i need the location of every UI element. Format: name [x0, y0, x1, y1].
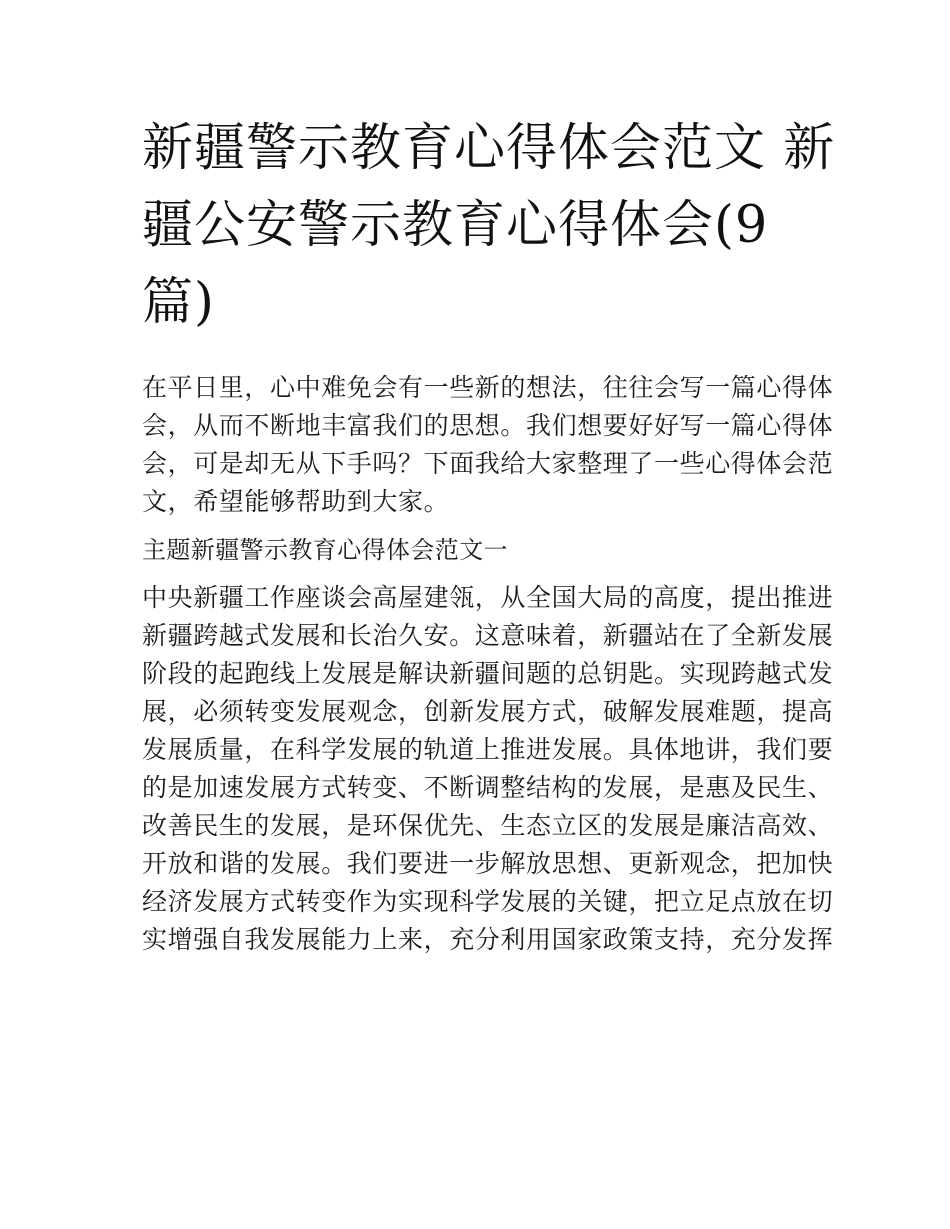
section-paragraph — [142, 579, 834, 959]
paragraph-line: 展，必须转变发展观念，创新发展方式，破解发展难题，提高 — [142, 697, 834, 726]
paragraph-line: 阶段的起跑线上发展是解诀新疆间题的总钥匙。实现跨越式发 — [142, 659, 834, 688]
paragraph-line: 改善民生的发展，是环保优先、生态立区的发展是廉洁高效、 — [142, 811, 834, 840]
section-heading: 主题新疆警示教育心得体会范文一 — [142, 536, 508, 564]
title-line: 新疆警示教育心得体会范文 新 — [142, 119, 836, 178]
document-content — [142, 110, 836, 959]
document-title — [142, 110, 836, 341]
paragraph-line: 在平日里，心中难免会有一些新的想法，往往会写一篇心得体 — [142, 373, 834, 402]
paragraph-line: 文，希望能够帮助到大家。 — [142, 487, 450, 516]
paragraph-line: 新疆跨越式发展和长治久安。这意味着，新疆站在了全新发展 — [142, 621, 834, 650]
paragraph-line: 发展质量，在科学发展的轨道上推进发展。具体地讲，我们要 — [142, 735, 834, 764]
title-line: 篇) — [142, 273, 215, 332]
paragraph-line: 会，可是却无从下手吗？下面我给大家整理了一些心得体会范 — [142, 449, 834, 478]
paragraph-line: 会，从而不断地丰富我们的思想。我们想要好好写一篇心得体 — [142, 411, 834, 440]
intro-paragraph — [142, 369, 834, 521]
paragraph-line: 实增强自我发展能力上来，充分利用国家政策支持，充分发挥 — [142, 925, 834, 954]
paragraph-line: 的是加速发展方式转变、不断调整结构的发展，是惠及民生、 — [142, 773, 834, 802]
title-line: 疆公安警示教育心得体会(9 — [142, 196, 769, 255]
paragraph-line: 经济发展方式转变作为实现科学发展的关键，把立足点放在切 — [142, 887, 834, 916]
paragraph-line: 开放和谐的发展。我们要进一步解放思想、更新观念，把加快 — [142, 849, 834, 878]
paragraph-line: 中央新疆工作座谈会高屋建瓴，从全国大局的高度，提出推进 — [142, 583, 834, 612]
